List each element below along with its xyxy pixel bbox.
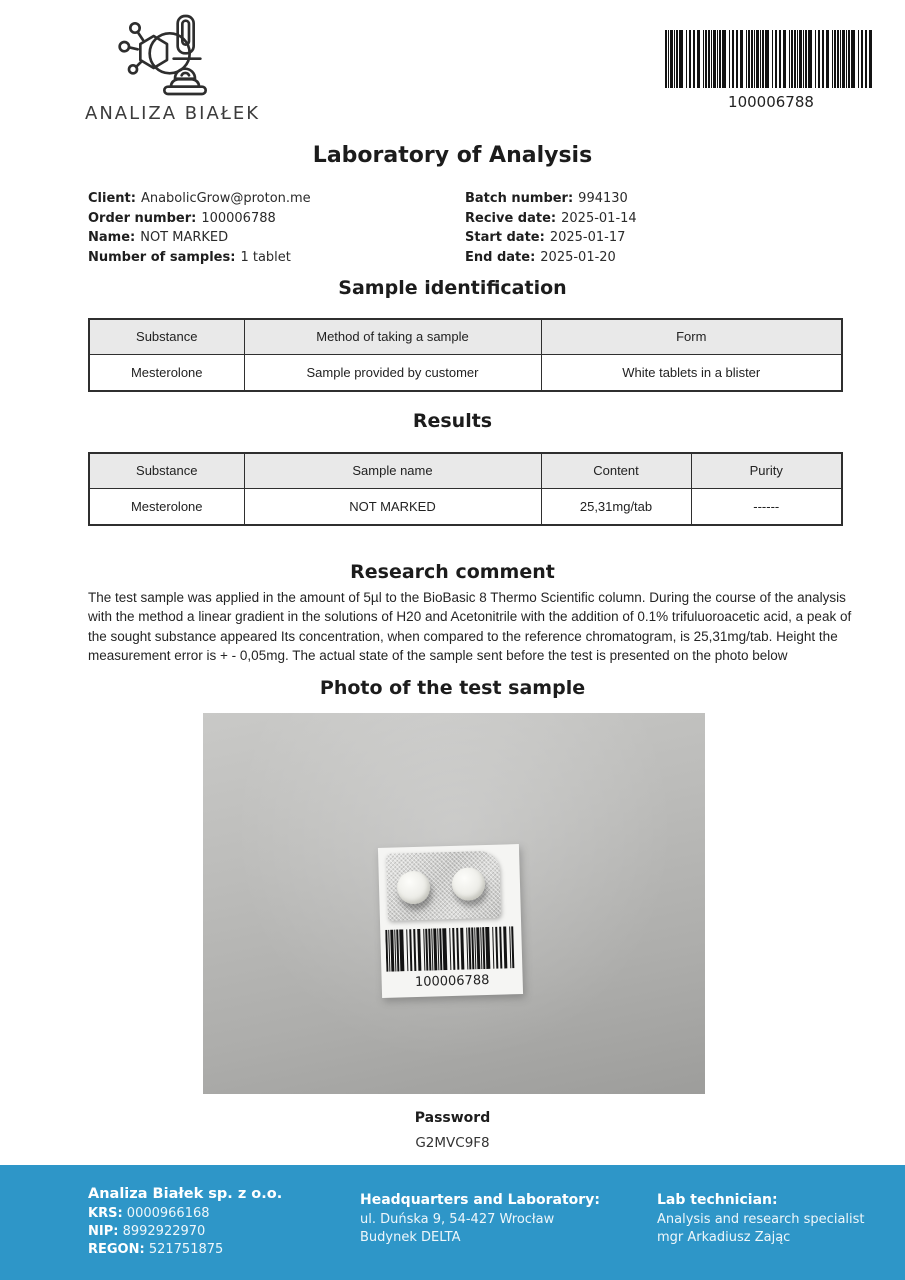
table-row [89,488,842,525]
footer-company [88,1185,282,1259]
tablet [397,871,431,905]
cell-substance: Mesterolone [89,488,244,525]
barcode-number: 100006788 [728,93,814,111]
cell-sample-name: NOT MARKED [244,488,541,525]
info-start-date: Start date: 2025-01-17 [465,230,626,245]
column-header: Method of taking a sample [244,319,541,354]
footer-address-line: ul. Duńska 9, 54-427 Wrocław [360,1212,555,1227]
password-value: G2MVC9F8 [415,1135,490,1151]
column-header: Purity [691,453,842,488]
footer-technician [657,1191,865,1247]
sample-identification-heading: Sample identification [338,277,567,299]
table-row [89,354,842,391]
password-section [0,1110,905,1151]
photo-heading: Photo of the test sample [319,677,586,699]
sample-identification-table [88,318,843,392]
cell-method: Sample provided by customer [244,354,541,391]
order-info-right [465,189,845,267]
page-title: Laboratory of Analysis [312,143,593,168]
info-batch-number: Batch number: 994130 [465,191,628,206]
footer-technician-line: Analysis and research specialist [657,1212,865,1227]
info-recive-date: Recive date: 2025-01-14 [465,210,637,226]
footer-technician-line: mgr Arkadiusz Zając [657,1230,791,1245]
photo-barcode-icon [385,926,516,972]
info-name: Name: NOT MARKED [88,230,229,245]
footer-technician-title: Lab technician: [657,1192,778,1208]
info-order-number: Order number: 100006788 [88,210,276,226]
logo-text: ANALIZA BIAŁEK [85,103,261,124]
column-header: Substance [89,453,244,488]
footer-address-line: Budynek DELTA [360,1230,461,1245]
cell-substance: Mesterolone [89,354,244,391]
blister-pack [386,851,501,921]
photo-barcode-number: 100006788 [414,972,490,991]
research-comment-text: The test sample was applied in the amount of 5µl to the BioBasic 8 Thermo Scientific column. During the course of the analysis with the method a linear gradient in the solutions of H20 and Acetonitrile with the addition of 0.1% trifuluoroacetic acid, a peak of the sought substance appeared Its concentration, when compared to the reference chromatogram, is 25,31mg/tab. Height the measurement error is + - 0,05mg. The actual state of the sample sent before the test is presented on the photo below [88,590,852,664]
cell-purity: ------ [691,488,842,525]
results-table [88,452,843,526]
results-heading: Results [412,410,493,432]
photo-label-card [378,844,523,998]
order-barcode [665,30,877,111]
column-header: Substance [89,319,244,354]
column-header: Sample name [244,453,541,488]
footer-krs: KRS: 0000966168 [88,1206,210,1221]
company-logo [85,12,261,124]
footer-regon: REGON: 521751875 [88,1242,224,1257]
info-number-of-samples: Number of samples: 1 tablet [88,249,291,265]
footer-headquarters [360,1191,600,1247]
password-label: Password [414,1110,491,1126]
order-info-left [88,189,465,267]
table-header-row [89,453,842,488]
table-header-row [89,319,842,354]
info-end-date: End date: 2025-01-20 [465,249,616,265]
info-client: Client: AnabolicGrow@proton.me [88,191,311,206]
footer-headquarters-title: Headquarters and Laboratory: [360,1192,600,1208]
cell-content: 25,31mg/tab [541,488,691,525]
sample-photo [203,713,705,1094]
molecule-microscope-icon [102,12,220,100]
footer [0,1165,905,1280]
column-header: Content [541,453,691,488]
research-comment-heading: Research comment [350,561,555,583]
barcode-icon [665,30,877,88]
order-info [88,189,845,267]
tablet [452,867,486,901]
column-header: Form [541,319,842,354]
footer-company-name: Analiza Białek sp. z o.o. [88,1186,283,1202]
footer-nip: NIP: 8992922970 [88,1224,206,1239]
cell-form: White tablets in a blister [541,354,842,391]
